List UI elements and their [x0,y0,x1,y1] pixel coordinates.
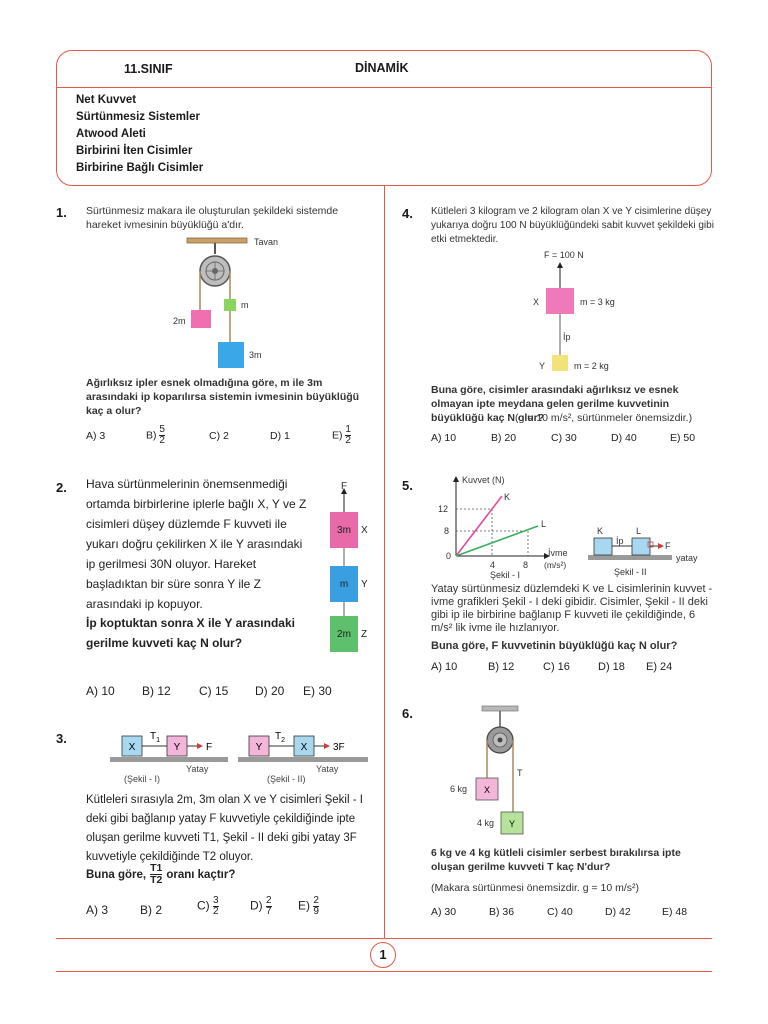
mass-label: 4 kg [477,818,495,828]
ground [110,757,228,762]
footer-divider [56,938,712,939]
ceiling-label: Tavan [254,237,279,247]
tension-label: $T_2$ [275,731,286,744]
option-e[interactable]: E) 48 [662,906,688,918]
question-number: 3. [56,731,67,746]
denominator: T2 [150,874,163,886]
mass-label: 6 kg [450,784,468,794]
question-note: (Makara sürtünmesi önemsizdir. g = 10 m/s²) [431,882,640,894]
option-b[interactable]: B) 36 [489,906,515,918]
hanging-blocks-figure [318,480,378,656]
option-b[interactable]: B) 12 [142,684,171,698]
option-c[interactable]: C) 40 [547,906,573,918]
fraction [213,896,219,917]
question-prompt: 6 kg ve 4 kg kütleli cisimler serbest bırakılırsa ipte oluşan gerilme kuvveti T kaç N'dur? [431,847,681,873]
mass-block [191,310,211,328]
question-number: 4. [402,206,413,221]
option-label: E) [298,898,310,913]
option-b[interactable]: B) 2 [140,903,163,917]
topic-item: Sürtünmesiz Sistemler [76,111,200,123]
grade-label: 11.SINIF [124,62,173,76]
tick-label: 12 [438,504,449,514]
option-d[interactable]: D) 18 [598,661,625,673]
tick-label: 4 [490,560,496,570]
option-label: B) [146,429,157,442]
atwood-figure [160,234,310,374]
option-a[interactable]: A) 3 [86,903,109,917]
rope-label: İp [563,332,571,342]
block-label: X [361,525,368,536]
denominator: 7 [266,906,272,917]
figure-caption: Şekil - II [614,567,647,577]
topic-item: Net Kuvvet [76,94,137,106]
numerator: 2 [266,895,272,906]
option-e[interactable]: E) 50 [670,432,696,444]
page-number: 1 [370,942,396,968]
denominator: 9 [313,906,319,917]
option-c[interactable]: C) 15 [199,684,229,698]
tick-label: 8 [523,560,529,570]
option-c[interactable]: C) 30 [551,432,577,444]
fraction [313,896,319,917]
block-label: Y [508,819,516,829]
figure-caption: (Şekil - II) [267,774,306,784]
series-label: L [541,519,547,529]
block-label: X [128,742,136,753]
header-divider [56,87,712,88]
option-label: C) [197,898,210,913]
horizontal-blocks-figure [104,726,374,786]
numerator: T1 [150,862,163,874]
vertical-force-figure [520,248,660,376]
question-text: Kütleleri 3 kilogram ve 2 kilogram olan X ve Y cisimlerine düşey yukarıya doğru 100 N büyüklüğündeki sabit kuvvet şekildeki gibi etki etmektedir. [431,206,714,245]
ground [588,555,672,560]
option-b[interactable]: B) 12 [488,661,515,673]
page-title: DİNAMİK [355,61,409,75]
floor-label: Yatay [316,764,339,774]
option-a[interactable]: A) 3 [86,430,106,442]
numerator: 1 [345,424,351,435]
mass-block [224,299,236,311]
block-label: L [636,526,642,536]
block-label: X [533,297,540,307]
mass-label: 2m [337,629,351,640]
option-e[interactable]: E) 30 [303,684,332,698]
question-number: 6. [402,706,413,721]
question-prompt: Buna göre, F kuvvetinin büyüklüğü kaç N olur? [431,640,678,652]
topic-item: Birbirini İten Cisimler [76,145,193,157]
topic-item: Atwood Aleti [76,128,146,140]
mass-label: m [339,579,349,590]
series-label: K [504,492,511,502]
option-b[interactable] [146,425,165,446]
block-label: K [597,526,604,536]
question-prompt [86,863,235,886]
connected-blocks-figure [586,520,716,582]
block-label: Y [173,742,181,753]
force-acceleration-graph [428,472,588,582]
block-label: Z [361,629,368,640]
numerator: 2 [313,895,319,906]
force-label: F = 100 N [544,250,584,260]
figure-caption: Şekil - I [490,570,521,580]
block-label: Y [255,742,263,753]
denominator: 2 [159,435,165,446]
block-label: X [483,785,491,795]
option-c[interactable] [197,896,219,917]
question-number: 2. [56,480,67,495]
mass-label: m = 3 kg [580,297,615,307]
topic-item: Birbirine Bağlı Cisimler [76,162,204,174]
numerator: 3 [213,895,219,906]
option-c[interactable]: C) 16 [543,661,570,673]
option-label: E) [332,429,343,442]
option-e[interactable]: E) 24 [646,661,673,673]
block-label: X [300,742,308,753]
tick-label: 0 [446,551,452,561]
denominator: 2 [213,906,219,917]
question-text: Sürtünmesiz makara ile oluşturulan şekildeki sistemde hareket ivmesinin büyüklüğü a'dır. [86,205,339,231]
mass-block [218,342,244,368]
question-number: 1. [56,205,67,220]
option-c[interactable]: C) 2 [209,430,229,442]
tension-label: T [517,768,523,778]
option-a[interactable]: A) 30 [431,906,457,918]
footer-divider [56,971,712,972]
question-text: Yatay sürtünmesiz düzlemdeki K ve L cisimlerinin kuvvet - ivme grafikleri Şekil - I deki gibidir. Cisimler, Şekil - II deki gibi ip ile birbirine bağlanıp F kuvveti ile çekildiğinde, 6 m/s² lik ivme ile hızlanıyor. [431,583,713,634]
prompt-suffix: oranı kaçtır? [166,868,236,881]
tension-label: $T_1$ [150,731,161,744]
block-x [546,288,574,314]
mass-label: m [241,300,249,310]
option-e[interactable] [332,425,351,446]
mass-label: 3m [337,525,351,536]
question-number: 5. [402,478,413,493]
force-label: F [341,481,348,492]
prompt-prefix: Buna göre, [86,868,147,881]
x-axis-label: İvme [548,548,568,558]
pulley-figure [444,704,554,836]
force-label: F [665,541,671,551]
floor-label: yatay [676,553,698,563]
fraction [345,425,351,446]
floor-label: Yatay [186,764,209,774]
option-d[interactable] [250,896,272,917]
ratio-fraction [150,863,162,886]
ground [238,757,368,762]
option-d[interactable]: D) 42 [605,906,631,918]
rope-label: İp [616,536,624,546]
force-label: F [206,742,213,753]
mass-label: 2m [173,316,186,326]
question-text: Hava sürtünmelerinin önemsenmediği ortamda birbirlerine iplerle bağlı X, Y ve Z cisimleri düşey düzlemde F kuvveti ile yukarı doğru çekilirken X ile Y arasındaki ip gerilmesi 30N oluyor. Hareket başladıktan bir süre sonra Y ile Z arasındaki ip kopuyor. [86,477,307,611]
x-axis-unit: (m/s²) [544,560,567,570]
option-a[interactable]: A) 10 [431,432,457,444]
option-b[interactable]: B) 20 [491,432,517,444]
block-k [594,538,612,555]
fraction [266,896,272,917]
option-a[interactable]: A) 10 [86,684,115,698]
option-d[interactable]: D) 20 [255,684,285,698]
mass-label: m = 2 kg [574,361,609,371]
option-label: D) [250,898,263,913]
denominator: 2 [345,435,351,446]
block-label: Y [361,579,368,590]
option-d[interactable]: D) 40 [611,432,637,444]
option-a[interactable]: A) 10 [431,661,458,673]
tick-label: 8 [444,526,450,536]
y-axis-label: Kuvvet (N) [462,475,505,485]
question-prompt: Buna göre, cisimler arasındaki ağırlıksız ve esnek olmayan ipte meydana gelen gerilme kuvvetinin büyüklüğü kaç N olur? [431,384,679,424]
mass-label: 3m [249,350,262,360]
force-label: 3F [333,742,345,753]
block-l [632,538,650,555]
figure-caption: (Şekil - I) [124,774,160,784]
numerator: 5 [159,424,165,435]
block-label: Y [539,361,546,371]
question-text: Kütleleri sırasıyla 2m, 3m olan X ve Y cisimleri Şekil - I deki gibi bağlanıp yatay F kuvvetiyle çekildiğinde ipte oluşan gerilme kuvveti T1, Şekil - II deki gibi yatay 3F kuvvetiyle çekildiğinde T2 oluyor. [86,794,363,863]
column-divider [384,186,385,938]
option-d[interactable]: D) 1 [270,430,290,442]
question-prompt: Ağırlıksız ipler esnek olmadığına göre, m ile 3m arasındaki ip koparılırsa sistemin ivmesinin büyüklüğü kaç a olur? [86,377,360,417]
question-prompt: İp koptuktan sonra X ile Y arasındaki gerilme kuvveti kaç N olur? [86,616,295,650]
option-e[interactable] [298,896,319,917]
block-y [552,355,568,371]
question-note: (g = 10 m/s², sürtünmeler önemsizdir.) [515,412,693,424]
fraction [159,425,165,446]
